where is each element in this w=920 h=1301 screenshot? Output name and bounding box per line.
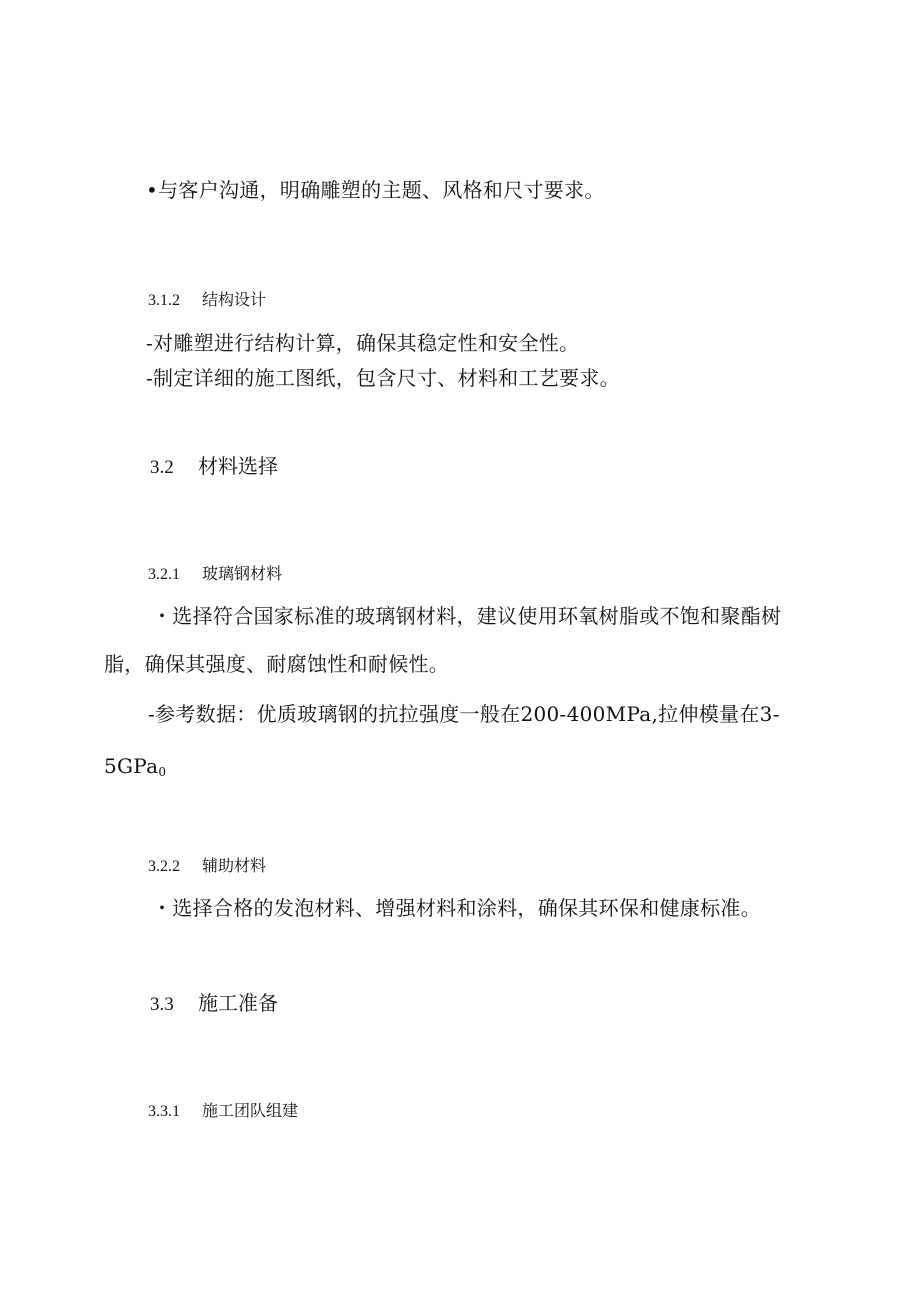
heading-3-2-2 (148, 856, 266, 876)
reference-subscript: 0 (158, 765, 167, 779)
heading-3-1-2 (148, 290, 266, 310)
heading-number: 3.2 (150, 457, 174, 478)
paragraph-frp-material-line2: 脂，确保其强度、耐腐蚀性和耐候性。 (104, 652, 450, 676)
heading-3-2 (150, 454, 278, 480)
bullet-client-communication: •与客户沟通，明确雕塑的主题、风格和尺寸要求。 (146, 178, 605, 202)
reference-data-line2 (104, 754, 166, 779)
paragraph-auxiliary-material: ・选择合格的发泡材料、增强材料和涂料，确保其环保和健康标准。 (152, 896, 761, 920)
reference-value: 5GPa (104, 754, 159, 778)
list-item-structural-calc: -对雕塑进行结构计算，确保其稳定性和安全性。 (146, 331, 580, 355)
heading-number: 3.2.1 (148, 566, 180, 583)
reference-data-line1: -参考数据：优质玻璃钢的抗拉强度一般在200-400MPa,拉伸模量在3- (148, 702, 780, 726)
heading-number: 3.1.2 (148, 292, 180, 309)
paragraph-frp-material-line1: ・选择符合国家标准的玻璃钢材料，建议使用环氧树脂或不饱和聚酯树 (152, 604, 782, 628)
heading-number: 3.3 (150, 994, 174, 1015)
heading-title: 结构设计 (202, 290, 267, 309)
heading-number: 3.2.2 (148, 858, 180, 875)
heading-title: 玻璃钢材料 (202, 564, 283, 583)
list-item-construction-drawings: -制定详细的施工图纸，包含尺寸、材料和工艺要求。 (146, 366, 620, 390)
heading-title: 材料选择 (198, 454, 278, 478)
heading-title: 施工准备 (198, 991, 278, 1015)
heading-number: 3.3.1 (148, 1103, 180, 1120)
heading-3-3 (150, 991, 278, 1017)
heading-title: 辅助材料 (202, 856, 267, 875)
heading-title: 施工团队组建 (202, 1101, 299, 1120)
heading-3-2-1 (148, 564, 282, 584)
heading-3-3-1 (148, 1101, 298, 1121)
